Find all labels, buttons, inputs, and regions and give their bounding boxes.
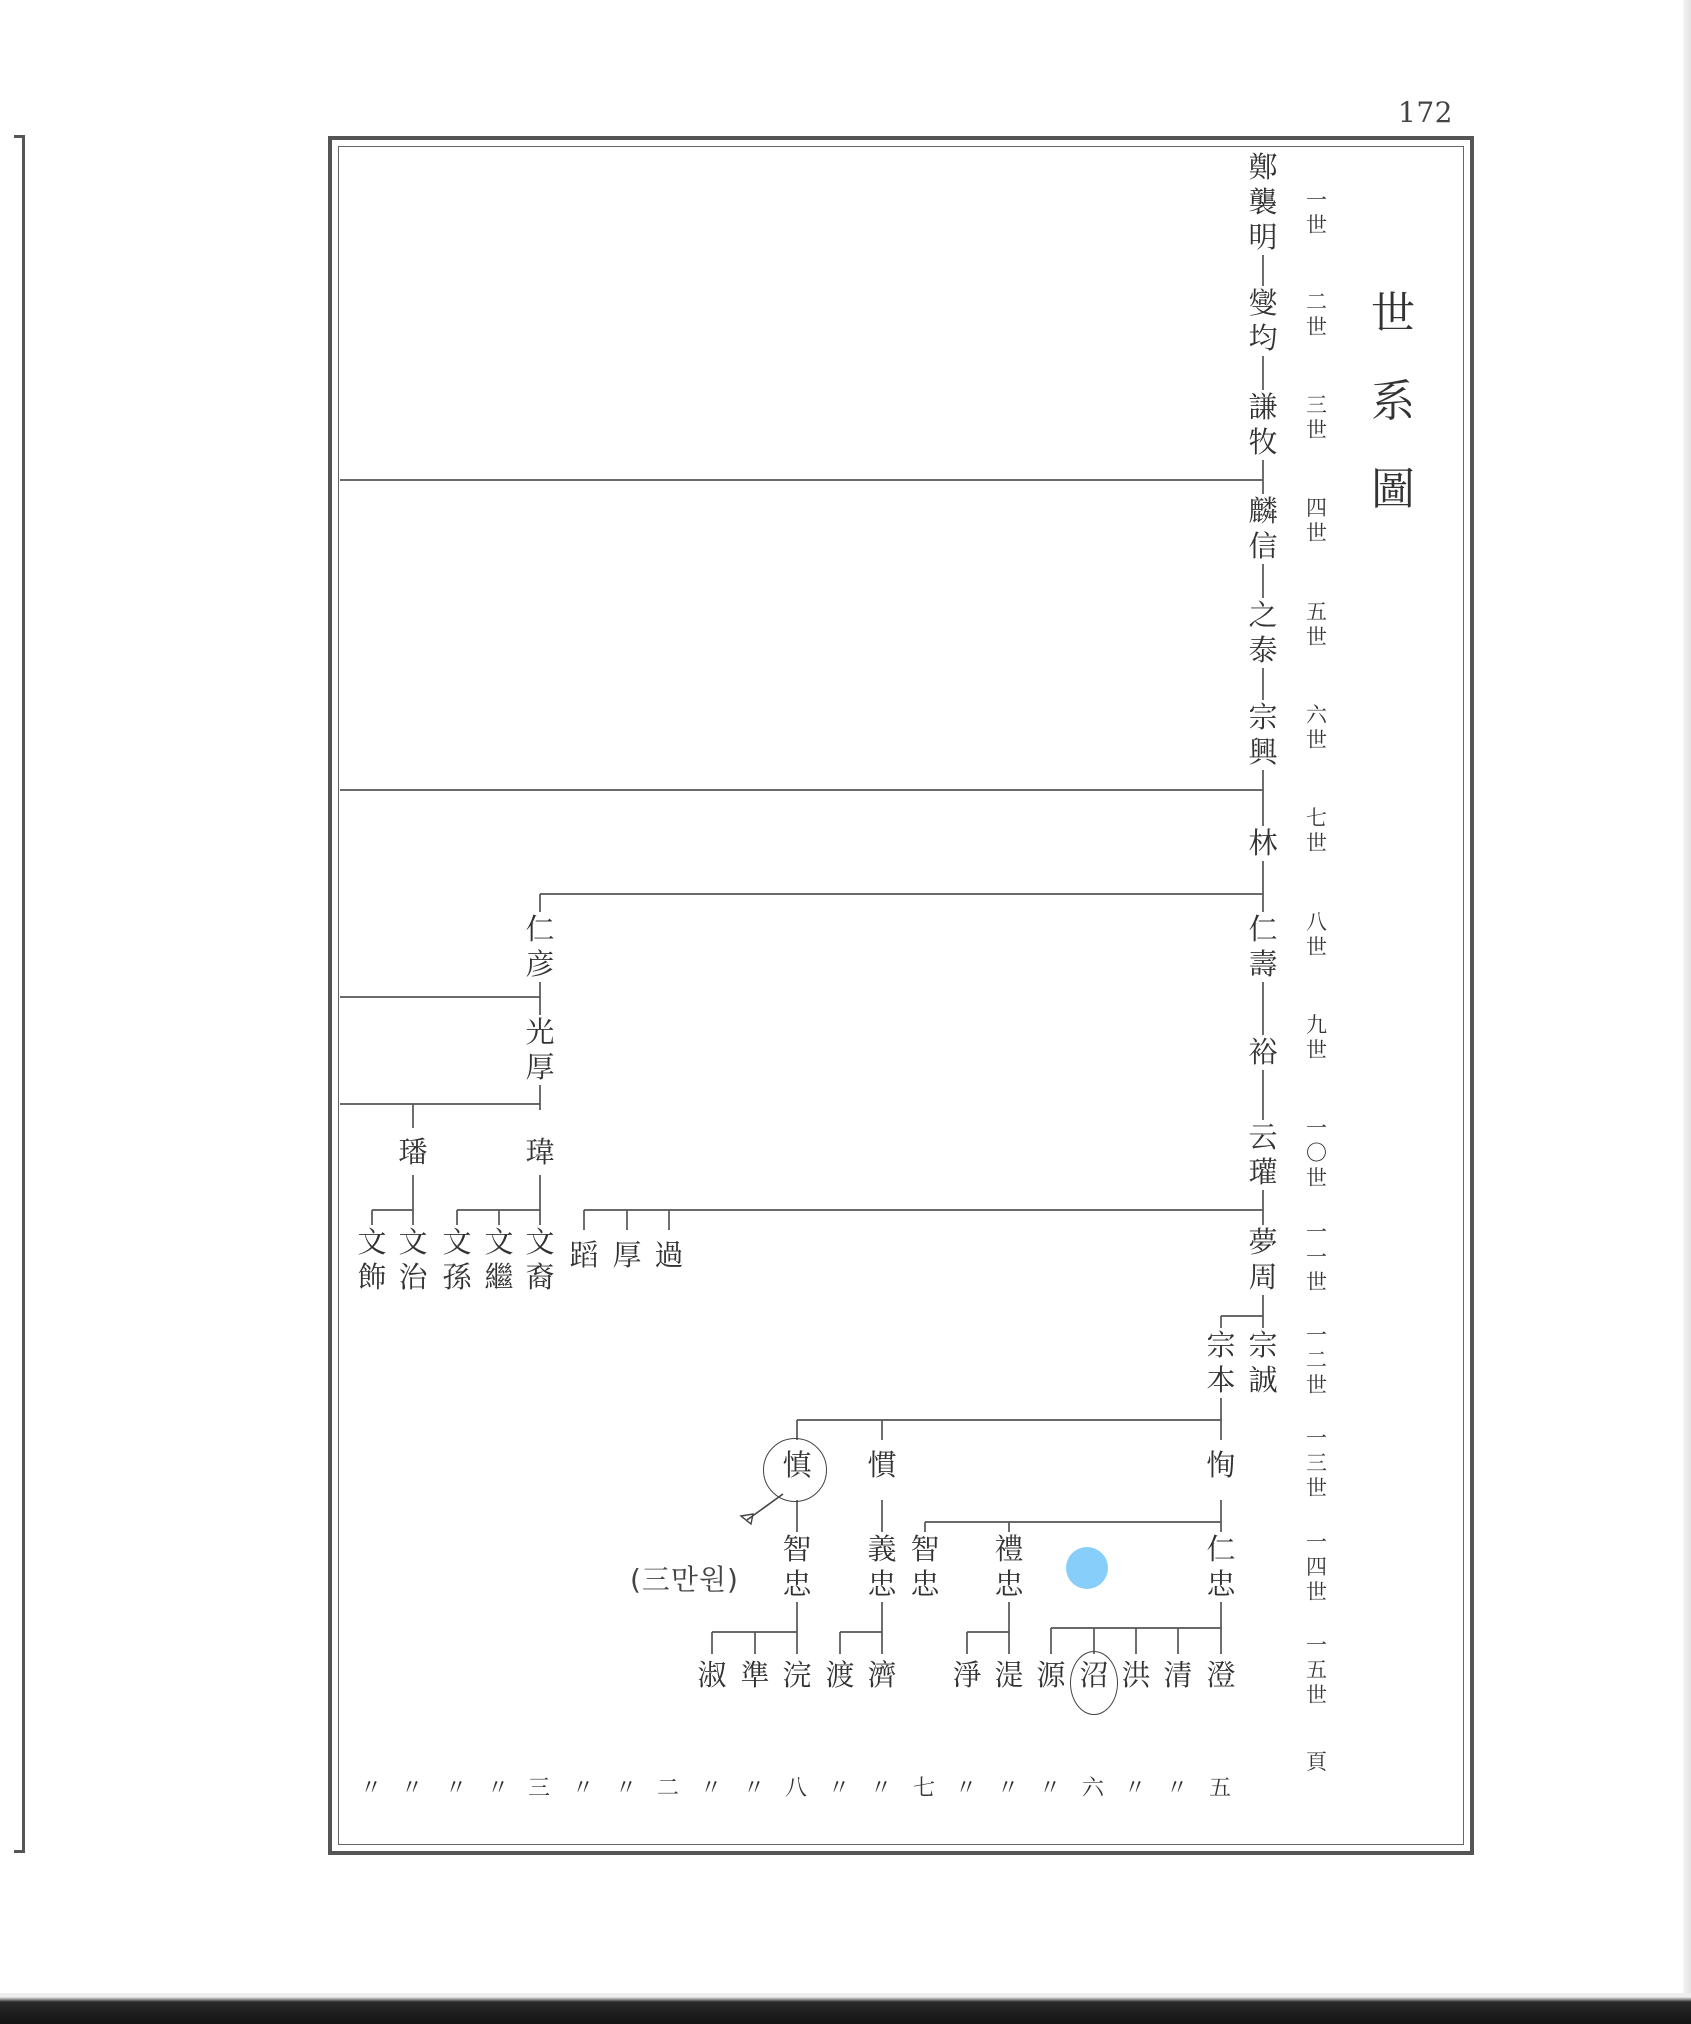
person-gen9: 裕 xyxy=(1245,1035,1281,1070)
page-ref: 〃 xyxy=(954,1776,977,1801)
person-hou: 厚 xyxy=(609,1238,645,1273)
person-shu: 淑 xyxy=(694,1658,730,1693)
handwritten-arrow-icon xyxy=(733,1490,793,1530)
page-ref: 〃 xyxy=(400,1776,423,1801)
gen-label-1: 一 世 xyxy=(1306,188,1327,237)
gen-label-9: 九 世 xyxy=(1306,1013,1327,1062)
page-ref: 〃 xyxy=(869,1776,892,1801)
gen-label-7: 七 世 xyxy=(1306,806,1327,855)
person-yizhong: 義 忠 xyxy=(864,1532,900,1602)
gen-label-10: 一 〇 世 xyxy=(1306,1116,1327,1190)
person-guan: 慣 xyxy=(864,1448,900,1483)
person-huan: 浣 xyxy=(779,1658,815,1693)
person-gen3: 謙 牧 xyxy=(1245,390,1281,460)
page-number: 172 xyxy=(1398,96,1453,129)
title-char-2: 系 xyxy=(1371,376,1415,427)
person-zhun: 準 xyxy=(737,1658,773,1693)
person-shi: 湜 xyxy=(991,1658,1027,1693)
person-guo: 過 xyxy=(651,1238,687,1273)
gen-label-6: 六 世 xyxy=(1306,703,1327,752)
title-char-1: 世 xyxy=(1371,288,1415,339)
page-ref: 〃 xyxy=(996,1776,1019,1801)
page-ref: 六 xyxy=(1081,1776,1104,1801)
gen-label-4: 四 世 xyxy=(1306,496,1327,545)
person-gen7: 林 xyxy=(1245,826,1281,861)
person-gen5: 之 泰 xyxy=(1245,598,1281,668)
gen-label-11: 一 一 世 xyxy=(1306,1220,1327,1294)
person-gen6: 宗 興 xyxy=(1245,700,1281,770)
page-ref: 〃 xyxy=(614,1776,637,1801)
person-qing: 清 xyxy=(1160,1658,1196,1693)
gen-label-14: 一 四 世 xyxy=(1306,1530,1327,1604)
person-zongben: 宗 本 xyxy=(1203,1328,1239,1398)
person-wenji: 文 繼 xyxy=(481,1225,517,1295)
person-xun-zhizhong: 智 忠 xyxy=(907,1532,943,1602)
person-lizhong: 禮 忠 xyxy=(991,1532,1027,1602)
gen-label-8: 八 世 xyxy=(1306,910,1327,959)
person-jing: 淨 xyxy=(949,1658,985,1693)
person-shen-zhizhong: 智 忠 xyxy=(779,1532,815,1602)
gen-label-13: 一 三 世 xyxy=(1306,1426,1327,1500)
page-ref: 七 xyxy=(912,1776,935,1801)
handwritten-note: (三만원) xyxy=(630,1563,739,1596)
person-ji: 濟 xyxy=(864,1658,900,1693)
person-gen8: 仁 壽 xyxy=(1245,912,1281,982)
person-gen12: 宗 誠 xyxy=(1245,1328,1281,1398)
person-gen1: 鄭 襲 明 xyxy=(1245,150,1281,255)
person-wensun: 文 孫 xyxy=(439,1225,475,1295)
gen-label-12: 一 二 世 xyxy=(1306,1323,1327,1397)
person-bo: 璠 xyxy=(395,1135,431,1170)
gen-label-15: 一 五 世 xyxy=(1306,1633,1327,1707)
page-ref: 〃 xyxy=(571,1776,594,1801)
page-ref: 〃 xyxy=(699,1776,722,1801)
gen-label-3: 三 世 xyxy=(1306,393,1327,442)
person-cheng: 澄 xyxy=(1203,1658,1239,1693)
page-ref: 二 xyxy=(656,1776,679,1801)
handwritten-circle xyxy=(1070,1651,1118,1715)
page-ref: 三 xyxy=(527,1776,550,1801)
person-wei: 瑋 xyxy=(522,1135,558,1170)
gen-label-5: 五 世 xyxy=(1306,600,1327,649)
page-ref: 〃 xyxy=(359,1776,382,1801)
title-char-3: 圖 xyxy=(1371,464,1415,515)
page-ref: 八 xyxy=(784,1776,807,1801)
page-ref: 五 xyxy=(1208,1776,1231,1801)
person-gen11: 夢 周 xyxy=(1245,1225,1281,1295)
person-gen2: 燮 均 xyxy=(1245,286,1281,356)
person-wenzhi: 文 治 xyxy=(395,1225,431,1295)
person-shen: 慎 xyxy=(779,1448,815,1483)
page-ref: 〃 xyxy=(1165,1776,1188,1801)
person-renzhong: 仁 忠 xyxy=(1203,1532,1239,1602)
person-gen4: 麟 信 xyxy=(1245,494,1281,564)
person-yuan: 源 xyxy=(1033,1658,1069,1693)
page-ref: 〃 xyxy=(827,1776,850,1801)
person-zhao: 沼 xyxy=(1076,1658,1112,1693)
gen-label-page: 頁 xyxy=(1306,1750,1327,1774)
person-dao: 蹈 xyxy=(566,1238,602,1273)
blue-marker-dot xyxy=(1066,1547,1108,1589)
page-ref: 〃 xyxy=(486,1776,509,1801)
page-ref: 〃 xyxy=(444,1776,467,1801)
person-wenshi: 文 飾 xyxy=(354,1225,390,1295)
person-renyan: 仁 彦 xyxy=(522,912,558,982)
page-ref: 〃 xyxy=(1038,1776,1061,1801)
person-gen10: 云 瓘 xyxy=(1245,1120,1281,1190)
gen-label-2: 二 世 xyxy=(1306,290,1327,339)
person-wenyi: 文 裔 xyxy=(522,1225,558,1295)
person-du: 渡 xyxy=(822,1658,858,1693)
page-ref: 〃 xyxy=(742,1776,765,1801)
person-guanghou: 光 厚 xyxy=(522,1015,558,1085)
page-ref: 〃 xyxy=(1123,1776,1146,1801)
person-xun: 恂 xyxy=(1203,1448,1239,1483)
person-hong: 洪 xyxy=(1118,1658,1154,1693)
